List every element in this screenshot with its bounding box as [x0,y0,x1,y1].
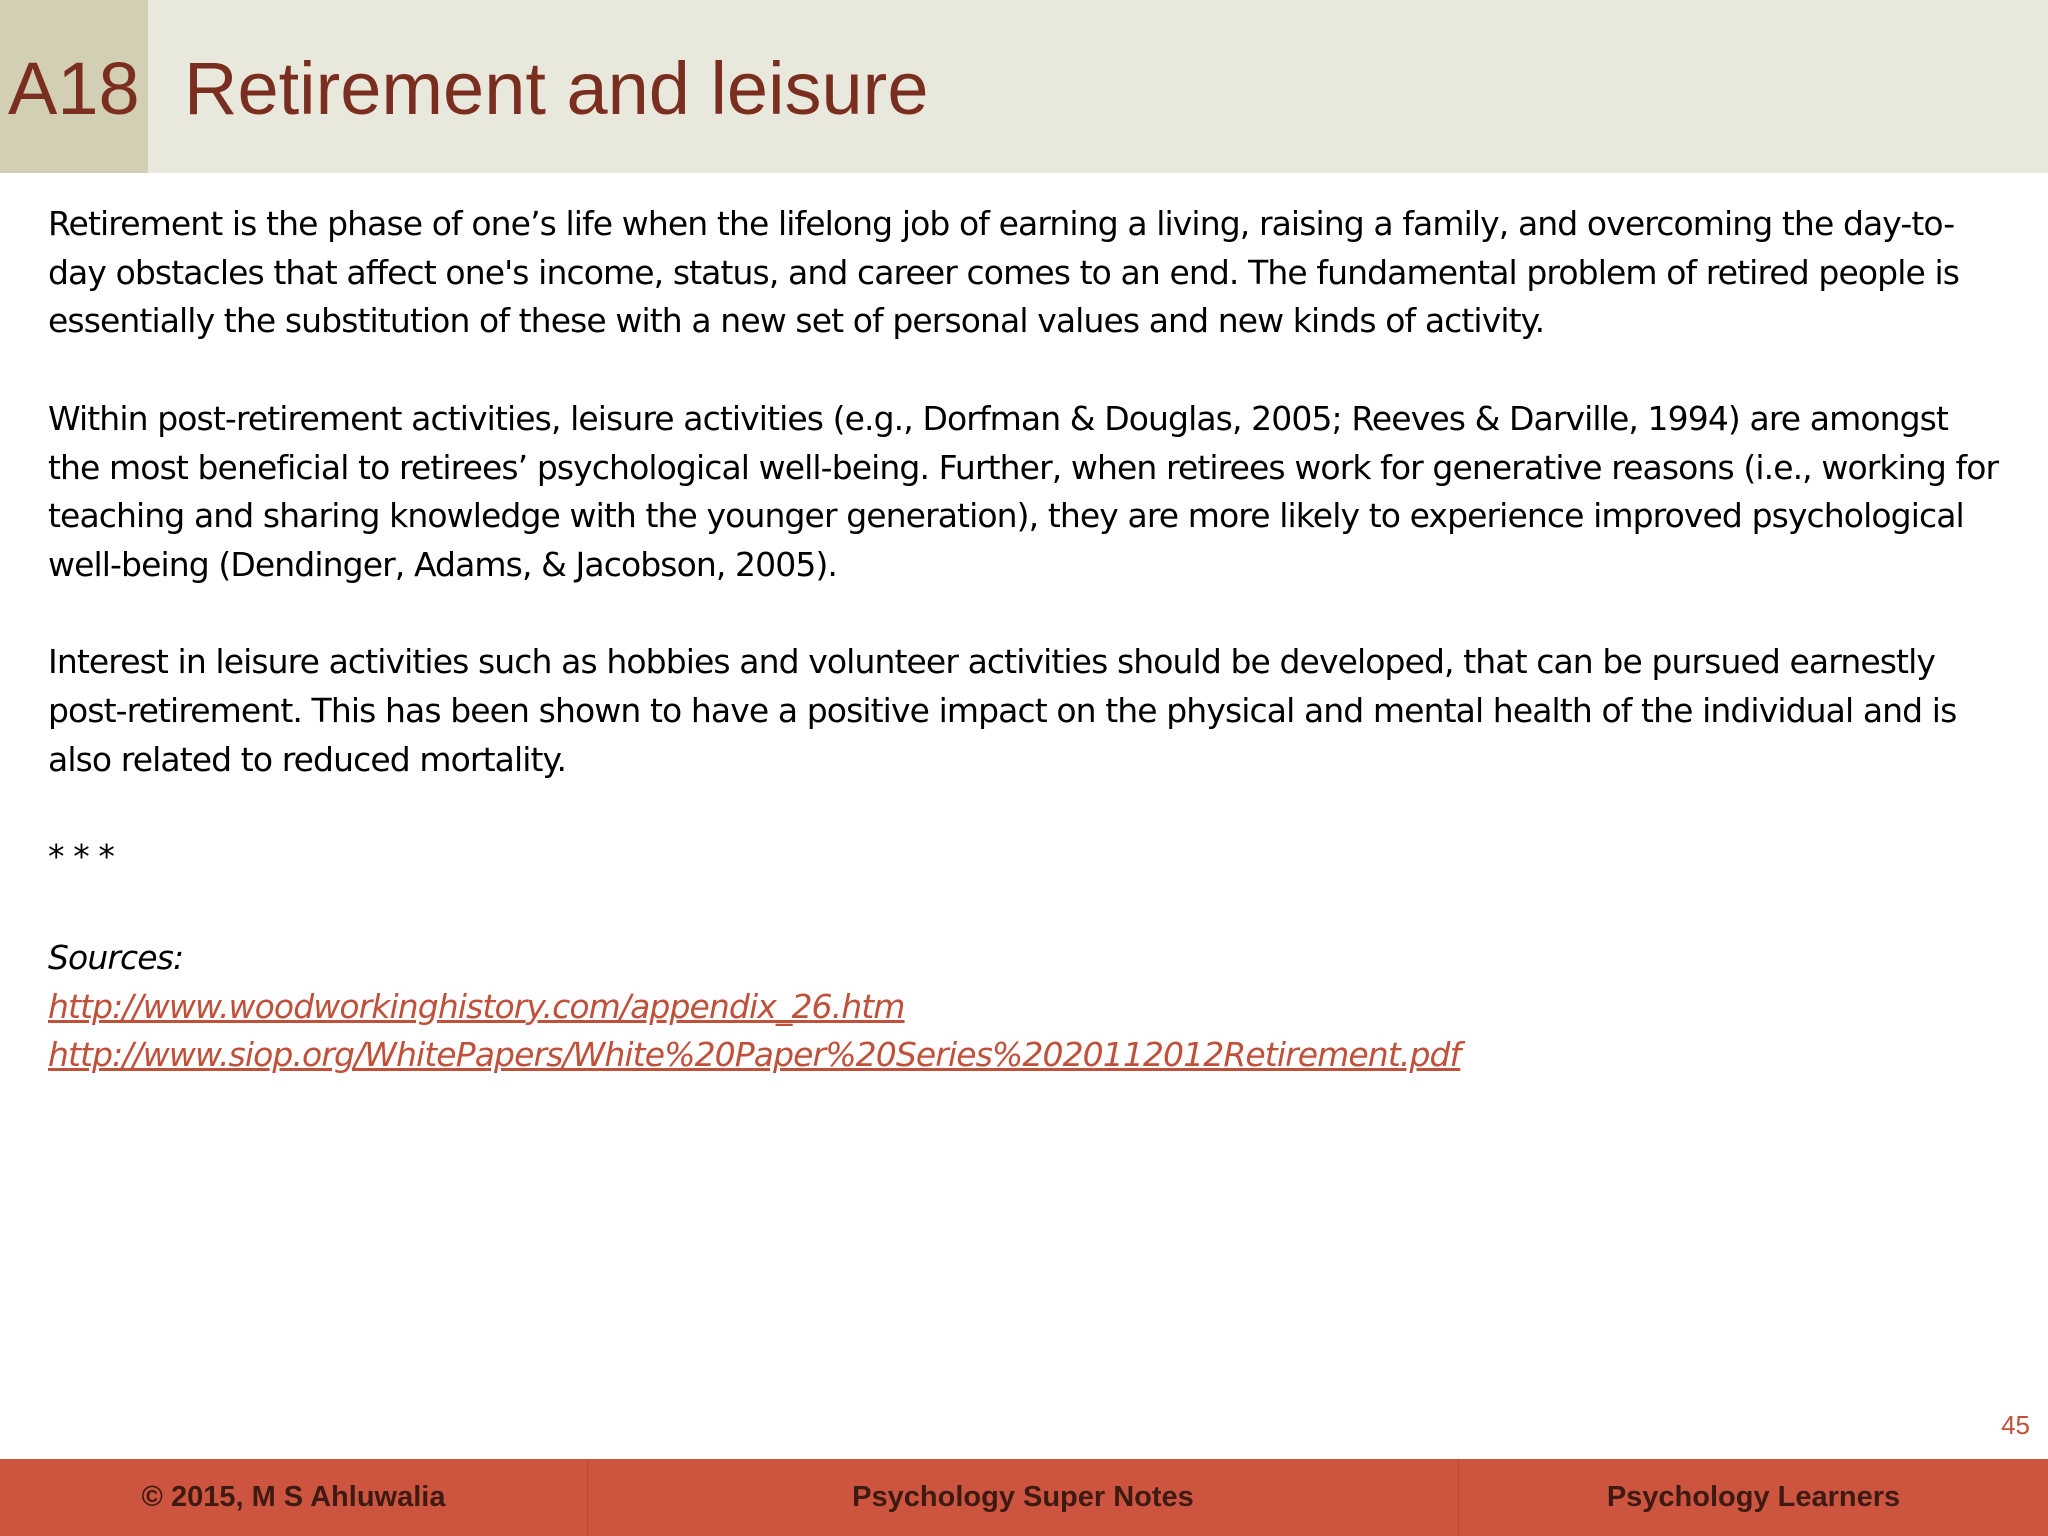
footer-series-title: Psychology Super Notes [588,1459,1459,1536]
slide-number-box [0,0,148,173]
paragraph-post-retirement-activities: Within post-retirement activities, leisure activities (e.g., Dorfman & Douglas, 2005; Reeves & Darville, 1994) are amongst the most beneficial to retirees’ psychological well-being. Further, when retirees work for generative reasons (i.e., working for teaching and sharing knowledge with the younger generation), they are more likely to experience improved psychological well-being (Dendinger, Adams, & Jacobson, 2005). [48,398,1999,584]
slide-footer [0,1459,2048,1536]
section-separator: * * * [48,837,114,877]
source-link-siop[interactable]: http://www.siop.org/WhitePapers/White%20Paper%20Series%2020112012Retirement.pdf [48,1035,1461,1075]
paragraph-retirement-definition: Retirement is the phase of one’s life when the lifelong job of earning a living, raising a family, and overcoming the day-to-day obstacles that affect one's income, status, and career comes to an end. The fundamental problem of retired people is essentially the substitution of these with a new set of personal values and new kinds of activity. [48,204,1960,341]
page-number: 45 [2001,1410,2030,1440]
footer-publisher: Psychology Learners [1606,1481,1901,1513]
slide-code: A18 [8,47,140,130]
slide-body [48,200,2008,1080]
sources-label: Sources: [48,937,184,977]
slide-header [0,0,2048,173]
paragraph-leisure-interest: Interest in leisure activities such as hobbies and volunteer activities should be developed, that can be pursued earnestly post-retirement. This has been shown to have a positive impact on the physical and mental health of the individual and is also related to reduced mortality. [48,642,1957,779]
source-link-woodworking[interactable]: http://www.woodworkinghistory.com/appendix_26.htm [48,986,905,1026]
slide-title: Retirement and leisure [184,47,929,130]
footer-copyright: © 2015, M S Ahluwalia [0,1459,588,1536]
